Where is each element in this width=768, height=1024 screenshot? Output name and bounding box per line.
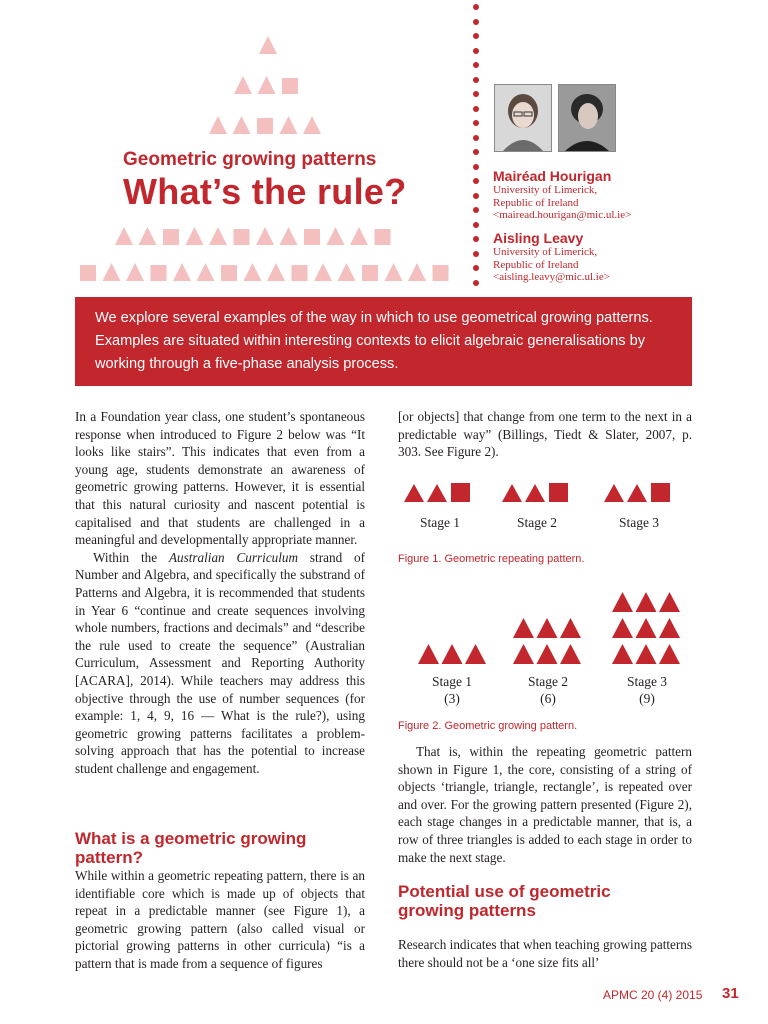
pattern-square xyxy=(375,229,391,245)
pattern-triangle xyxy=(244,263,262,281)
section-heading: What is a geometric growing pattern? xyxy=(75,829,307,867)
figure-2-stage-label: Stage 2 (6) xyxy=(527,674,569,706)
triangle-shape xyxy=(537,644,558,664)
author-affiliation: University of Limerick, xyxy=(493,184,598,196)
right-column-top xyxy=(398,408,692,461)
pattern-triangle xyxy=(280,116,298,134)
triangle-shape xyxy=(404,484,424,502)
pattern-triangle xyxy=(103,263,121,281)
figure-1-stage-label: Stage 2 xyxy=(516,515,558,530)
paragraph: While within a geometric repeating pattern, there is an identifiable core which is made up of objects that repeat in a predictable manner (see Figure 1), a geometric growing pattern (also called visual or pictorial growing patterns in other curricula) “is a pattern that is made from a sequence of figures xyxy=(75,868,365,971)
right-column-middle xyxy=(398,743,692,866)
pattern-square xyxy=(257,118,273,134)
article-subtitle: Geometric growing patterns xyxy=(123,149,377,170)
divider-dot xyxy=(473,193,479,199)
abstract-box xyxy=(75,297,692,386)
square-shape xyxy=(451,483,470,502)
divider-dot xyxy=(473,280,479,286)
figure-1-caption: Figure 1. Geometric repeating pattern. xyxy=(398,553,585,565)
pattern-triangle xyxy=(173,263,191,281)
divider-dot xyxy=(473,251,479,257)
pattern-square xyxy=(234,229,250,245)
pattern-square xyxy=(80,265,96,281)
triangle-shape xyxy=(525,484,545,502)
pattern-square xyxy=(362,265,378,281)
triangle-shape xyxy=(427,484,447,502)
section-heading: Potential use of geometric growing patterns xyxy=(398,882,611,920)
pattern-triangle xyxy=(233,116,251,134)
figure-1-stage-label: Stage 1 xyxy=(419,515,461,530)
pattern-triangle xyxy=(234,76,252,94)
triangle-shape xyxy=(465,644,486,664)
paragraph: That is, within the repeating geometric pattern shown in Figure 1, the core, consisting of a string of objects ‘triangle, triangle, rectangle’, is repeated over and over. For the growing pattern presented (Figure 2), each stage changes in a predictable manner, that is, a row of three triangles is added to each stage in order to make the next stage. xyxy=(398,744,692,865)
pattern-triangle xyxy=(209,227,227,245)
pattern-triangle xyxy=(280,227,298,245)
paragraph: Within the Australian Curriculum strand of Number and Algebra, and specifically the substrand of Patterns and Algebra, it is recommended that students in Year 6 “continue and create sequences involving whole numbers, fractions and decimals” and “describe the rule used to create the sequence” (Australian Curriculum, Assessment and Reporting Authority [ACARA], 2014). While teachers may address this objective through the use of number sequences (for example: 1, 4, 9, 16 — What is the rule?), using geometric growing patterns facilitates a problem-solving approach that has the potential to increase student challenge and engagement. xyxy=(75,549,366,776)
triangle-shape xyxy=(659,592,680,612)
triangle-shape xyxy=(537,618,558,638)
triangle-shape xyxy=(502,484,522,502)
figure-2-stage-label: Stage 3 (9) xyxy=(626,674,668,706)
triangle-shape xyxy=(636,618,657,638)
square-shape xyxy=(549,483,568,502)
pattern-square xyxy=(433,265,449,281)
divider-dot xyxy=(473,19,479,25)
pattern-square xyxy=(151,265,167,281)
pattern-square xyxy=(221,265,237,281)
pattern-square xyxy=(292,265,308,281)
triangle-shape xyxy=(442,644,463,664)
divider-dot xyxy=(473,222,479,228)
pattern-triangle xyxy=(408,263,426,281)
divider-dot xyxy=(473,207,479,213)
page-number: 31 xyxy=(722,985,739,1002)
pattern-triangle xyxy=(303,116,321,134)
triangle-shape xyxy=(604,484,624,502)
author-country: Republic of Ireland xyxy=(493,258,579,271)
divider-dot xyxy=(473,120,479,126)
pattern-triangle xyxy=(256,227,274,245)
figure-2-growing-pattern xyxy=(398,582,698,668)
divider-dot xyxy=(473,164,479,170)
journal-reference: APMC 20 (4) 2015 xyxy=(603,988,703,1002)
author-photo-hourigan xyxy=(494,84,552,152)
divider-dot xyxy=(473,135,479,141)
divider-dot xyxy=(473,265,479,271)
article-title: What’s the rule? xyxy=(123,171,407,212)
triangle-shape xyxy=(659,644,680,664)
square-shape xyxy=(651,483,670,502)
left-column-top xyxy=(75,408,365,777)
pattern-triangle xyxy=(259,36,277,54)
left-column-bottom xyxy=(75,867,365,973)
triangle-shape xyxy=(659,618,680,638)
triangle-shape xyxy=(636,644,657,664)
divider-dot xyxy=(473,33,479,39)
pattern-triangle xyxy=(327,227,345,245)
figure-1-stage-label: Stage 3 xyxy=(618,515,660,530)
pattern-triangle xyxy=(186,227,204,245)
triangle-shape xyxy=(513,644,534,664)
divider-dot xyxy=(473,4,479,10)
pattern-triangle xyxy=(314,263,332,281)
triangle-shape xyxy=(560,644,581,664)
pattern-triangle xyxy=(209,116,227,134)
triangle-shape xyxy=(627,484,647,502)
pattern-square xyxy=(163,229,179,245)
author-name: Aisling Leavy xyxy=(493,230,584,246)
triangle-shape xyxy=(636,592,657,612)
pattern-triangle xyxy=(197,263,215,281)
divider-dot xyxy=(473,236,479,242)
pattern-triangle xyxy=(139,227,157,245)
pattern-square xyxy=(304,229,320,245)
pattern-triangle xyxy=(258,76,276,94)
pattern-triangle xyxy=(126,263,144,281)
triangle-shape xyxy=(513,618,534,638)
author-email[interactable]: <aisling.leavy@mic.ul.ie> xyxy=(493,271,610,283)
author-name: Mairéad Hourigan xyxy=(493,168,612,184)
abstract-text: We explore several examples of the way in which to use geometrical growing patterns. Examples are situated within interesting contexts to elicit algebraic generalisations by working through a five-phase analysis process. xyxy=(95,310,653,372)
author-affiliation: University of Limerick, xyxy=(493,246,598,258)
author-photo-leavy xyxy=(558,84,616,152)
divider-dot xyxy=(473,149,479,155)
author-country: Republic of Ireland xyxy=(493,196,579,209)
author-email[interactable]: <mairead.hourigan@mic.ul.ie> xyxy=(493,209,632,221)
divider-dot xyxy=(473,178,479,184)
dotted-divider xyxy=(470,4,482,286)
figure-1-repeating-pattern xyxy=(398,478,698,508)
pattern-square xyxy=(282,78,298,94)
pattern-triangle xyxy=(385,263,403,281)
triangle-shape xyxy=(560,618,581,638)
triangle-shape xyxy=(612,618,633,638)
divider-dot xyxy=(473,91,479,97)
divider-dot xyxy=(473,62,479,68)
paragraph: Research indicates that when teaching growing patterns there should not be a ‘one size fits all’ xyxy=(398,937,692,970)
divider-dot xyxy=(473,48,479,54)
pattern-triangle xyxy=(350,227,368,245)
pattern-triangle xyxy=(338,263,356,281)
paragraph: [or objects] that change from one term to the next in a predictable way” (Billings, Tiedt & Slater, 2007, p. 303. See Figure 2). xyxy=(398,409,692,460)
figure-2-stage-label: Stage 1 (3) xyxy=(431,674,473,706)
header-decorative-pattern xyxy=(0,0,470,290)
divider-dot xyxy=(473,106,479,112)
right-column-bottom xyxy=(398,936,692,971)
author-block-1 xyxy=(493,168,631,222)
triangle-shape xyxy=(612,592,633,612)
pattern-triangle xyxy=(115,227,133,245)
author-block-2 xyxy=(493,230,610,284)
triangle-shape xyxy=(612,644,633,664)
triangle-shape xyxy=(418,644,439,664)
divider-dot xyxy=(473,77,479,83)
figure-2-caption: Figure 2. Geometric growing pattern. xyxy=(398,720,578,732)
paragraph: In a Foundation year class, one student’s spontaneous response when introduced to Figure 2 below was “It looks like stairs”. This indicates that even from a young age, students demonstrate an awareness of geometric growing patterns. However, it is essential that this natural curiosity and nascent potential is capitalised and that students are challenged in a meaningful and developmentally appropriate manner. xyxy=(75,409,365,548)
pattern-triangle xyxy=(267,263,285,281)
